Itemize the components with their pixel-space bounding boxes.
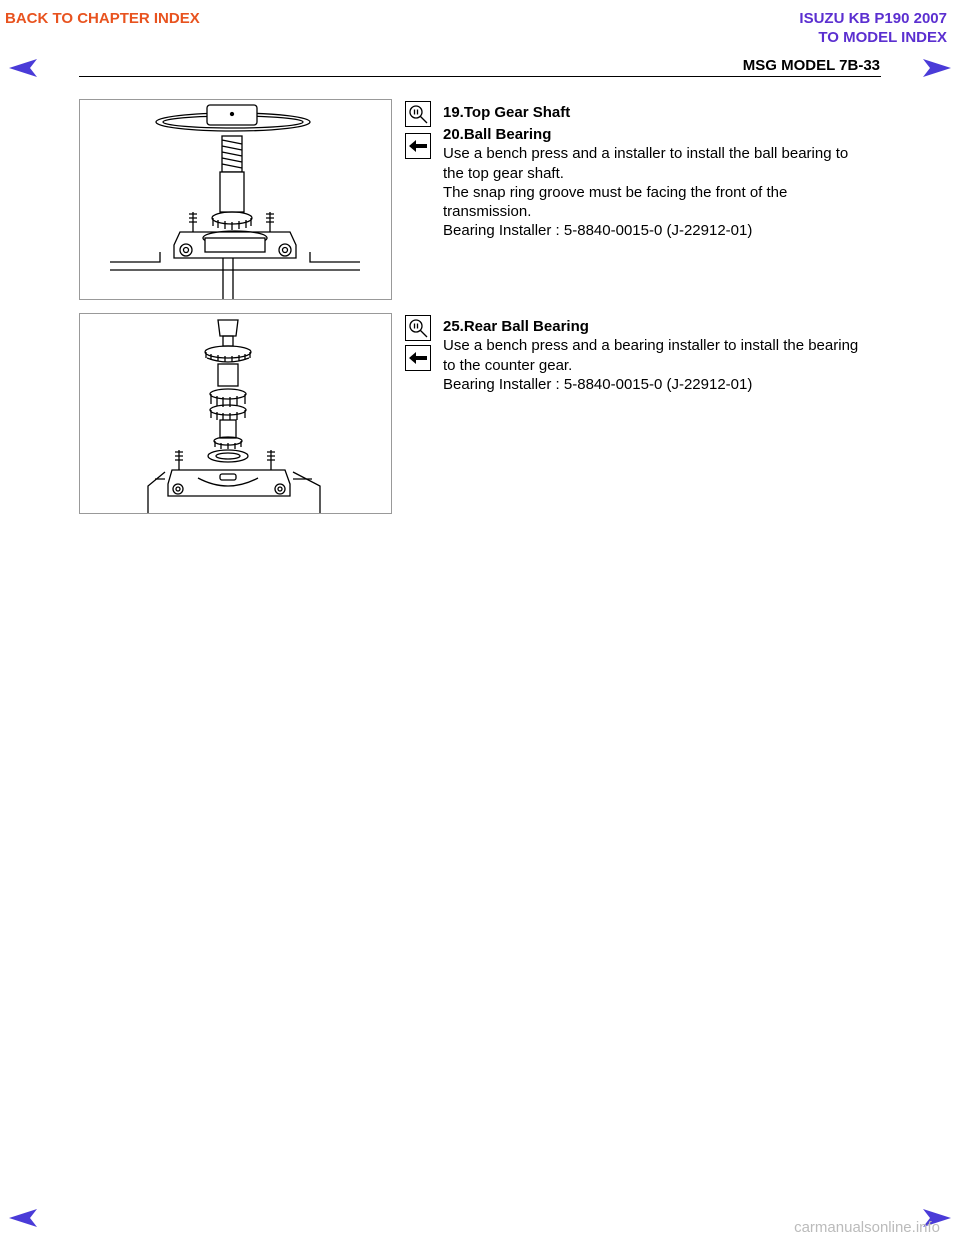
step-line: transmission. <box>443 203 532 221</box>
previous-page-arrow-icon[interactable] <box>8 1208 38 1228</box>
figure-top-gear-shaft-press <box>79 99 392 300</box>
step-line: Use a bench press and a installer to install the ball bearing to <box>443 145 849 163</box>
step-rear-ball-bearing <box>443 317 893 394</box>
previous-page-arrow-icon[interactable] <box>8 58 38 78</box>
step-line: The snap ring groove must be facing the front of the <box>443 183 788 201</box>
header-divider <box>79 76 881 77</box>
to-model-index-link[interactable]: TO MODEL INDEX <box>818 29 947 46</box>
step-line: Bearing Installer : 5-8840-0015-0 (J-22912-01) <box>443 222 753 240</box>
step-line: the top gear shaft. <box>443 164 564 182</box>
inspect-icon <box>405 101 431 127</box>
install-icon <box>405 345 431 371</box>
step-top-gear-shaft <box>443 103 893 122</box>
watermark: carmanualsonline.info <box>794 1219 940 1236</box>
install-icon <box>405 133 431 159</box>
figure-counter-gear-press <box>79 313 392 514</box>
step-title: 25.Rear Ball Bearing <box>443 318 589 335</box>
step-line: to the counter gear. <box>443 356 573 374</box>
step-line: Use a bench press and a bearing installer to install the bearing <box>443 337 859 355</box>
step-line: Bearing Installer : 5-8840-0015-0 (J-22912-01) <box>443 375 753 393</box>
back-to-chapter-index-link[interactable]: BACK TO CHAPTER INDEX <box>5 10 200 27</box>
model-title-link[interactable]: ISUZU KB P190 2007 <box>799 10 947 27</box>
next-page-arrow-icon[interactable] <box>922 58 952 78</box>
step-ball-bearing <box>443 125 893 241</box>
step-title: 20.Ball Bearing <box>443 126 552 143</box>
inspect-icon <box>405 315 431 341</box>
step-title: 19.Top Gear Shaft <box>443 104 571 121</box>
page-title: MSG MODEL 7B-33 <box>742 57 880 74</box>
